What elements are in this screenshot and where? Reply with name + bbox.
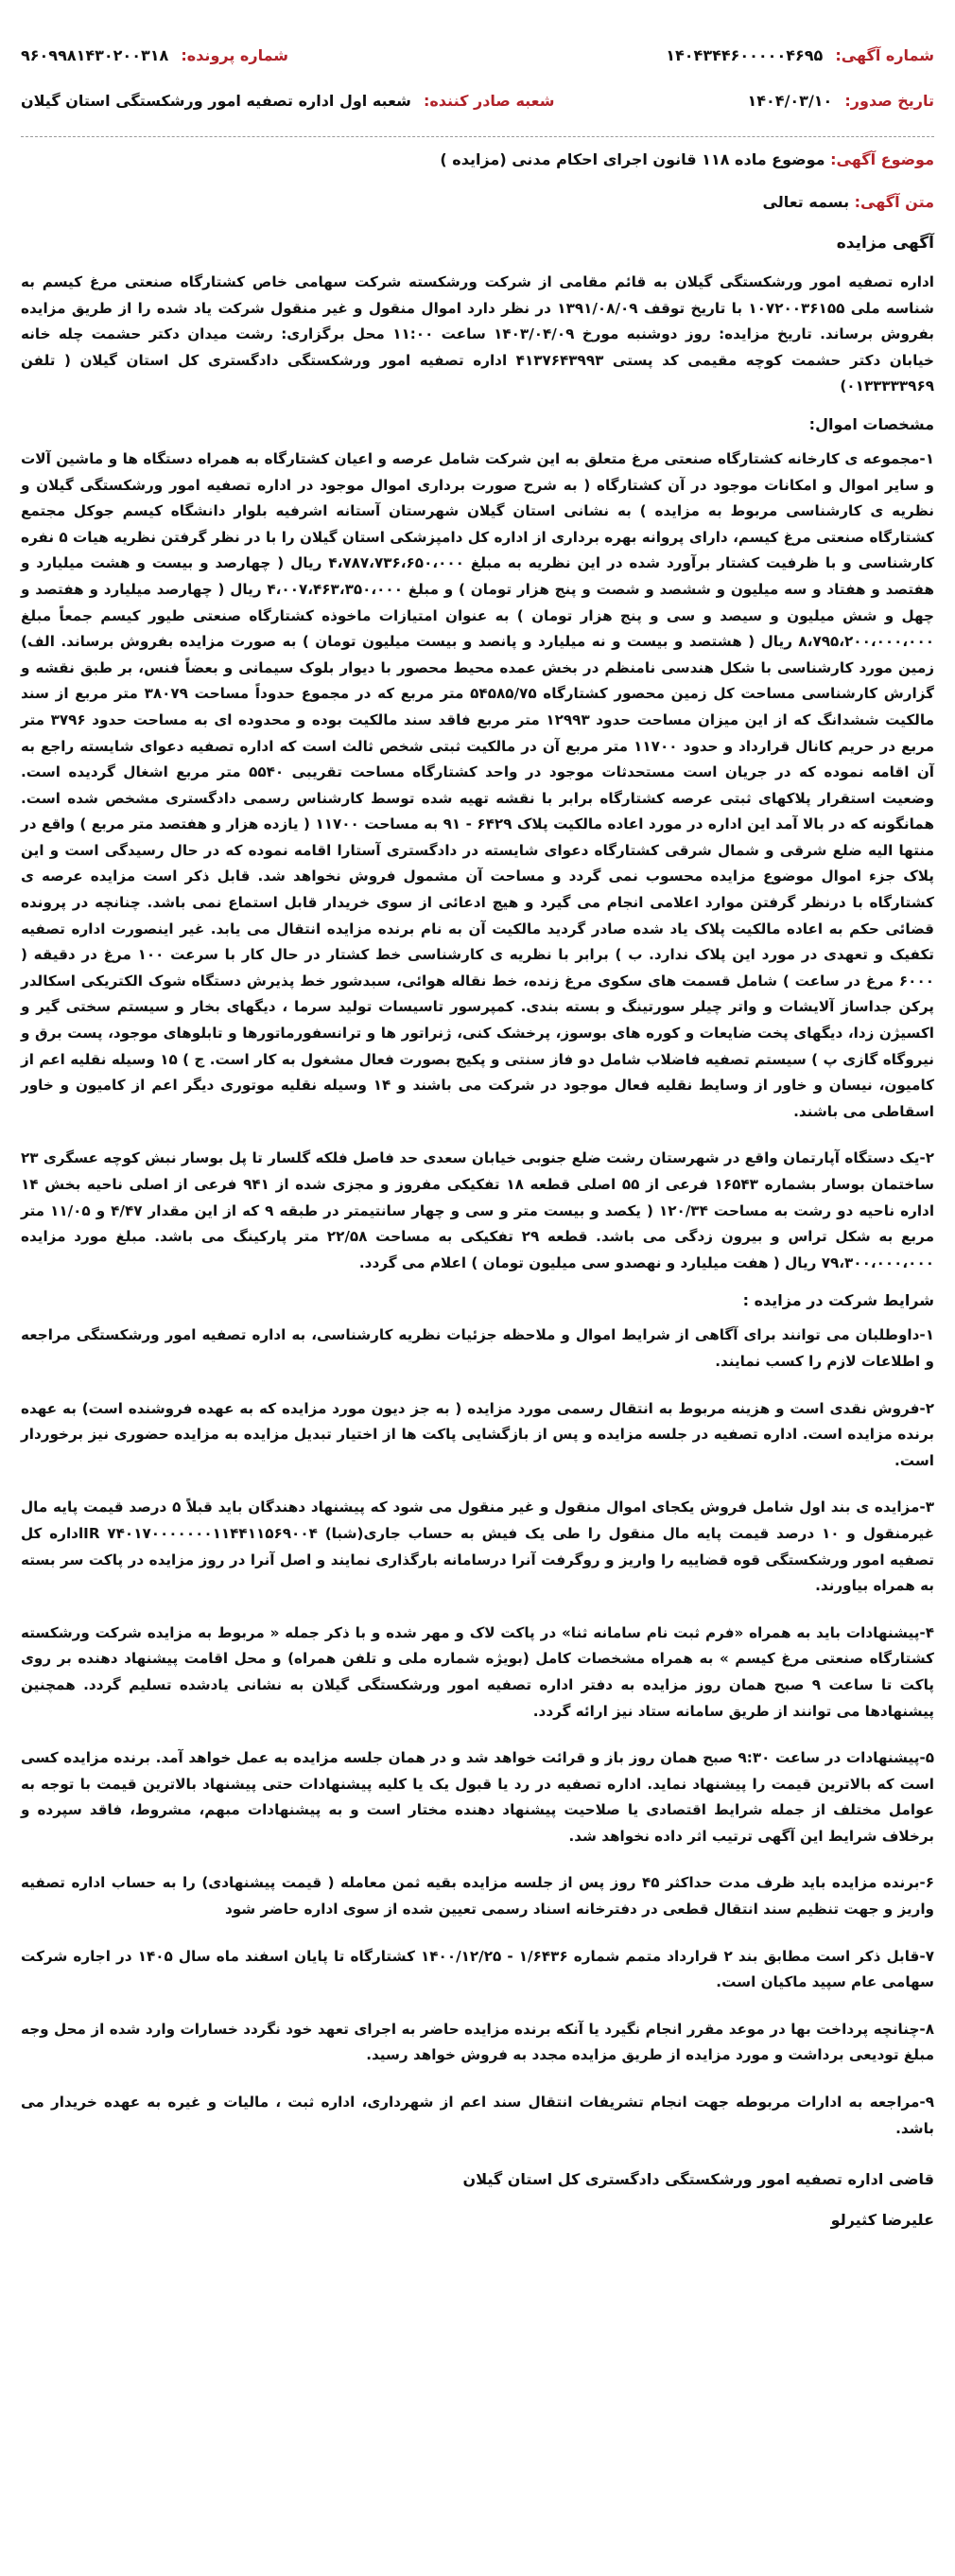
ad-subject-value: موضوع ماده ۱۱۸ قانون اجرای احکام مدنی (مزایده )	[440, 150, 825, 168]
header-divider	[21, 136, 934, 137]
issuer-label: شعبه صادر کننده:	[423, 91, 555, 110]
ad-subject	[21, 150, 934, 168]
ad-number-label: شماره آگهی:	[835, 45, 934, 64]
condition-item-6: ۶-برنده مزایده باید ظرف مدت حداکثر ۴۵ روز پس از جلسه مزایده بقیه ثمن معامله ( قیمت پیشنهادی) را به حساب اداره تصفیه واریز و جهت تنظیم سند انتقال قطعی در دفترخانه اسناد رسمی تعیین شده از سوی اداره حاضر شود	[21, 1874, 934, 1919]
issue-date-value: ۱۴۰۴/۰۳/۱۰	[747, 91, 833, 110]
meta-row-top	[21, 38, 934, 72]
condition-item-5: ۵-پیشنهادات در ساعت ۹:۳۰ صبح همان روز باز و قرائت خواهد شد و در همان جلسه مزایده به عمل خواهد آمد. برنده مزایده کسی است که بالاترین قیمت را پیشنهاد نماید. اداره تصفیه در رد یا قبول یک یا کلیه پیشنهادات حتی پیشنهاد بالاترین قیمت با توجه به عوامل مختلف از جمله شرایط اقتصادی یا صلاحیت پیشنهاد دهنده مختار است و به پیشنهادات مبهم، مشروط، فاقد سپرده و برخلاف شرایط این آگهی ترتیب اثر داده نخواهد شد.	[21, 1749, 934, 1845]
ad-body-invocation: بسمه تعالی	[762, 193, 850, 211]
issuer	[21, 92, 554, 110]
issue-date-label: تاریخ صدور:	[844, 91, 934, 110]
condition-item-2: ۲-فروش نقدی است و هزینه مربوط به انتقال رسمی مورد مزایده ( به جز دیون مورد مزایده که به عهده فروشنده است) به عهده برنده مزایده است. اداره تصفیه در جلسه مزایده و پس از بازگشایی پاکت ها از اختیار تبدیل مزایده به مزایده حضوری نیز برخوردار است.	[21, 1399, 934, 1469]
intro-paragraph: اداره تصفیه امور ورشکستگی گیلان به قائم مقامی از شرکت ورشکسته شرکت سهامی خاص کشتارگاه صنعتی مرغ کیسم به شناسه ملی ۱۰۷۲۰۰۳۶۱۵۵ با تاریخ توقف ۱۳۹۱/۰۸/۰۹ در نظر دارد اموال منقول و غیر منقول شرکت یاد شده را از طریق مزایده بفروش برساند. تاریخ مزایده: روز دوشنبه مورخ ۱۴۰۳/۰۴/۰۹ ساعت ۱۱:۰۰ محل برگزاری: رشت میدان دکتر حشمت چله خانه خیابان دکتر حشمت کوچه مقیمی کد پستی ۴۱۳۷۶۴۳۹۹۳ اداره تصفیه امور ورشکستگی دادگستری کل استان گیلان ( تلفن ۰۱۳۳۳۳۳۹۶۹)	[21, 273, 934, 395]
ad-body-intro	[21, 193, 934, 211]
condition-item-7: ۷-قابل ذکر است مطابق بند ۲ قرارداد متمم شماره ۱/۶۴۳۶ - ۱۴۰۰/۱۲/۲۵ کشتارگاه تا پایان اسفند ماه سال ۱۴۰۵ در اجاره شرکت سهامی عام سپید ماکیان است.	[21, 1947, 934, 1991]
ad-subject-label: موضوع آگهی:	[830, 150, 934, 168]
condition-item-1: ۱-داوطلبان می توانند برای آگاهی از شرایط اموال و ملاحظه جزئیات نظریه کارشناسی، به اداره تصفیه امور ورشکستگی مراجعه و اطلاعات لازم را کسب نمایند.	[21, 1326, 934, 1370]
case-number-value: ۹۶۰۹۹۸۱۴۳۰۲۰۰۳۱۸	[21, 45, 169, 64]
ad-number	[666, 46, 934, 64]
document-title: آگهی مزایده	[836, 234, 934, 253]
issue-date	[748, 92, 935, 110]
ad-number-value: ۱۴۰۴۳۴۴۶۰۰۰۰۰۴۶۹۵	[666, 45, 824, 64]
ad-body-label: متن آگهی:	[854, 193, 934, 211]
case-number	[21, 46, 288, 64]
issuer-value: شعبه اول اداره تصفیه امور ورشکستگی استان گیلان	[21, 91, 411, 110]
meta-row-bottom	[21, 83, 934, 117]
property-item-1: ۱-مجموعه ی کارخانه کشتارگاه صنعتی مرغ متعلق به این شرکت شامل عرصه و اعیان کشتارگاه به همراه دستگاه ها و ماشین آلات و سایر اموال و امکانات موجود در آن کشتارگاه ( به شرح صورت برداری اموال موجود در اداره تصفیه امور ورشکستگی گیلان و نظریه ی کارشناسی مربوط به مزایده ) به نشانی استان گیلان شهرستان آستانه اشرفیه بلوار دانشگاه کیسم جوکل مجتمع کشتارگاه صنعتی مرغ کیسم، دارای پروانه بهره برداری از اداره کل دامپزشکی استان گیلان را با در نظر گرفتن نظریه هیات ۵ نفره کارشناسی و با ظرفیت کشتار برآورد شده در این نظریه به مبلغ ۴،۷۸۷،۷۳۶،۶۵۰،۰۰۰ ریال ( چهارصد و بیست و هشت میلیارد و هفتصد و هفتاد و سه میلیون و ششصد و شصت و پنج هزار تومان ) و مبلغ ۴،۰۰۷،۴۶۳،۳۵۰،۰۰۰ ریال ( چهارصد میلیارد و هفتصد و چهل و شش میلیون و سیصد و سی و پنج هزار تومان ) به عنوان امتیازات ماخوذه کشتارگاه صنعتی طیور کیسم جمعاً مبلغ ۸،۷۹۵،۲۰۰،۰۰۰،۰۰۰ ریال ( هشتصد و بیست و نه میلیارد و پانصد و بیست میلیون تومان ) به صورت مزایده بفروش برساند. الف) زمین مورد کارشناسی با شکل هندسی نامنظم در بخش عمده محیط محصور با دیوار بلوک سیمانی و بعضاً فنس، بر طبق نقشه و گزارش کارشناسی مساحت کل زمین محصور کشتارگاه ۵۴۵۸۵/۷۵ متر مربع که در مجموع حدوداً مساحت ۳۸۰۷۹ متر مربع از سند مالکیت ششدانگ که از این میزان مساحت حدود ۱۲۹۹۳ متر مربع فاقد سند مالکیت بوده و محدوده ای به مساحت حدود ۳۷۹۶ متر مربع در حریم کانال قرارداد و حدود ۱۱۷۰۰ متر مربع آن در مالکیت ثبتی شخص ثالث است که اداره تصفیه دعوای شایسته راجع به آن اقامه نموده که در جریان است مستحدثات موجود در واحد کشتارگاه مساحت تقریبی ۵۵۴۰ متر مربع اشغال گردیده است. وضعیت استقرار پلاکهای ثبتی عرصه کشتارگاه برابر با نقشه تهیه شده توسط کارشناس رسمی دادگستری مشخص شده است. همانگونه که در بالا آمد این اداره در مورد اعاده مالکیت پلاک ۶۴۲۹ - ۹۱ به مساحت ۱۱۷۰۰ ( یازده هزار و هفتصد متر مربع ) واقع در منتها الیه ضلع شرقی و شمال شرقی کشتارگاه دعوای شایسته در دادگستری آستارا اقامه نموده که در حال رسیدگی است و این پلاک جزء اموال موضوع مزایده محسوب نمی گردد و مساحت آن مشمول فروش نخواهد شد. قابل ذکر است مزایده عرصه ی کشتارگاه با درنظر گرفتن موارد اعلامی انجام می گیرد و هیچ ادعائی از سوی خریدار قابل استماع نمی باشد. چنانچه در پرونده قضائی حکم به اعاده مالکیت پلاک یاد شده صادر گردید مالکیت آن به نام برنده مزایده انتقال می یابد. غیر اینصورت اداره تصفیه تکفیک و تعهدی در مورد این پلاک ندارد. ب ) برابر با نظریه ی کارشناسی خط کشتار در حال کار با سرعت ۱۰۰ مرغ در دقیقه ( ۶۰۰۰ مرغ در ساعت ) شامل قسمت های سکوی مرغ زنده، خط نقاله هوائی، سبدشور خط پذیرش دستگاه شوک الکتریکی اسکالدر پرکن جداساز آلایشات و واتر چیلر سورتینگ و بسته بندی. کمپرسور تاسیسات تولید سرما ، دیگهای بخار و سیستم سختی گیر و اکسیژن زدا، دیگهای پخت ضایعات و کوره های بوسوز، پرخشک کنی، ژنراتور ها و ترانسفورماتورها و تابلوهای موجود، پست برق و نیروگاه گازی پ ) سیستم تصفیه فاضلاب شامل دو فاز سنتی و پکیج بصورت فعال مشغول به کار است. ج ) ۱۵ وسیله نقلیه اعم از کامیون، نیسان و خاور از وسایط نقلیه فعال موجود در شرکت می باشند و ۱۴ وسیله نقلیه موتوری دیگر اعم از کامیون و خاور اسقاطی می باشند.	[21, 449, 935, 1120]
case-number-label: شماره پرونده:	[181, 45, 289, 64]
property-item-2: ۲-یک دستگاه آپارتمان واقع در شهرستان رشت ضلع جنوبی خیابان سعدی حد فاصل فلکه گلسار تا پل بوسار نبش کوچه عسگری ۲۳ ساختمان بوسار بشماره ۱۶۵۴۳ فرعی از ۵۵ اصلی قطعه ۱۸ تفکیکی مفروز و مجزی شده از ۹۴۱ فرعی از اصلی ناحیه بخش ۱۴ اداره ناحیه دو رشت به مساحت ۱۲۰/۳۴ ( یکصد و بیست متر و سی و چهار سانتیمتر در طبقه ۹ که از این مقدار ۴/۴۷ و ۱۱/۰۵ متر مربع به شکل تراس و بیرون زدگی می باشد. قطعه ۲۹ تفکیکی به مساحت ۲۲/۵۸ متر پارکینگ می باشد. مبلغ مورد مزایده ۷۹،۳۰۰،۰۰۰،۰۰۰ ریال ( هفت میلیارد و نهصدو سی میلیون تومان ) اعلام می گردد.	[21, 1149, 935, 1271]
condition-item-8: ۸-چنانچه پرداخت بها در موعد مقرر انجام نگیرد یا آنکه برنده مزایده حاضر به اجرای تعهد خود نگردد خسارات وارد شده از محل وجه مبلغ تودیعی برداشت و مورد مزایده از طریق مزایده مجدد به فروش خواهد رسید.	[21, 2020, 934, 2064]
signature-name: علیرضا کثیرلو	[830, 2211, 934, 2230]
properties-heading: مشخصات اموال:	[808, 414, 934, 433]
condition-item-9: ۹-مراجعه به ادارات مربوطه جهت انجام تشریفات انتقال سند اعم از شهرداری، اداره ثبت ، مالیات و غیره به عهده خریدار می باشد.	[21, 2094, 934, 2137]
condition-item-3: ۳-مزایده ی بند اول شامل فروش یکجای اموال منقول و غیر منقول می شود که پیشنهاد دهندگان باید قبلاً ۵ درصد قیمت پایه مال غیرمنقول و ۱۰ درصد قیمت پایه مال منقول را طی یک فیش به حساب جاری(شبا) ۷۴۰۱۷۰۰۰۰۰۰۰۱۱۴۴۱۱۵۶۹۰۰۴ IRاداره کل تصفیه امور ورشکستگی قوه قضاییه را واریز و روگرفت آنرا درسامانه بارگذاری نمایند و اصل آنرا در روز مزایده در پاکت سر بسته به همراه بیاورند.	[21, 1498, 934, 1595]
condition-item-4: ۴-پیشنهادات باید به همراه «فرم ثبت نام سامانه ثنا» در پاکت لاک و مهر شده و با ذکر جمله « مربوط به مزایده شرکت ورشکسته کشتارگاه صنعتی مرغ کیسم » به همراه مشخصات کامل (بویژه شماره ملی و تلفن همراه) و محل اقامت پیشنهاد دهنده بر روی پاکت تا ساعت ۹ صبح همان روز مزایده به دفتر اداره تصفیه امور ورشکستگی گیلان به نشانی یادشده تسلیم گردد. همچنین پیشنهادها می توانند از طریق سامانه ستاد نیز ارائه گردد.	[21, 1623, 934, 1720]
signature-office: قاضی اداره تصفیه امور ورشکستگی دادگستری کل استان گیلان	[462, 2170, 934, 2189]
conditions-heading: شرایط شرکت در مزایده :	[742, 1291, 934, 1310]
